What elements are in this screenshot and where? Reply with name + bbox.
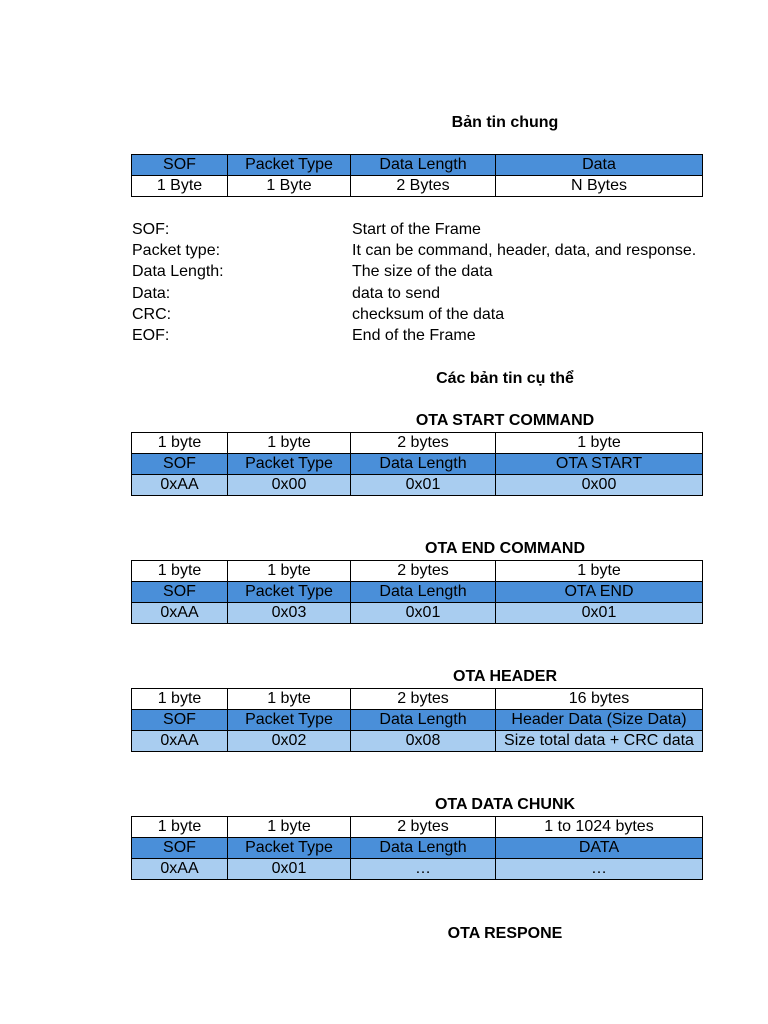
value-cell: … <box>351 859 496 880</box>
value-cell: 0xAA <box>132 859 228 880</box>
size-cell: 2 bytes <box>351 817 496 838</box>
general-title: Bản tin chung <box>451 114 559 131</box>
size-cell: 1 byte <box>228 689 351 710</box>
definition-term: EOF: <box>132 326 170 344</box>
size-cell: 1 byte <box>496 561 703 582</box>
value-cell: 0x02 <box>228 731 351 752</box>
header-cell: SOF <box>132 454 228 475</box>
value-cell: 0xAA <box>132 731 228 752</box>
definition-term: Data Length: <box>132 263 224 281</box>
size-cell: 1 to 1024 bytes <box>496 817 703 838</box>
response-title: OTA RESPONE <box>447 925 563 942</box>
size-cell: 2 Bytes <box>351 176 496 197</box>
packet-table-ota-start <box>131 432 703 496</box>
size-cell: 1 byte <box>228 433 351 454</box>
header-cell: Packet Type <box>228 710 351 731</box>
value-cell: 0x01 <box>351 475 496 496</box>
size-cell: 2 bytes <box>351 689 496 710</box>
value-cell: 0x08 <box>351 731 496 752</box>
value-cell: Size total data + CRC data <box>496 731 703 752</box>
header-cell: Packet Type <box>228 454 351 475</box>
header-cell: Packet Type <box>228 155 351 176</box>
header-cell: OTA END <box>496 582 703 603</box>
size-cell: 1 byte <box>132 817 228 838</box>
packet-title-ota-header: OTA HEADER <box>453 668 557 685</box>
header-cell: SOF <box>132 838 228 859</box>
definition-desc: End of the Frame <box>352 326 476 344</box>
specific-title: Các bản tin cụ thể <box>436 370 574 387</box>
header-cell: Header Data (Size Data) <box>496 710 703 731</box>
size-cell: 1 byte <box>496 433 703 454</box>
value-cell: 0x03 <box>228 603 351 624</box>
packet-table-ota-data-chunk <box>131 816 703 880</box>
size-cell: 2 bytes <box>351 561 496 582</box>
header-cell: DATA <box>496 838 703 859</box>
definition-desc: The size of the data <box>352 263 493 281</box>
general-frame-table <box>131 154 703 197</box>
packet-title-ota-end: OTA END COMMAND <box>425 540 585 557</box>
value-cell: 0xAA <box>132 475 228 496</box>
size-cell: 2 bytes <box>351 433 496 454</box>
packet-title-ota-start: OTA START COMMAND <box>415 412 595 429</box>
value-cell: 0x01 <box>351 603 496 624</box>
size-cell: 1 byte <box>228 561 351 582</box>
packet-title-ota-data-chunk: OTA DATA CHUNK <box>434 796 576 813</box>
definition-desc: checksum of the data <box>352 305 505 323</box>
header-cell: Data Length <box>351 155 496 176</box>
size-cell: 1 byte <box>132 689 228 710</box>
header-cell: Data Length <box>351 454 496 475</box>
value-cell: … <box>496 859 703 880</box>
header-cell: SOF <box>132 155 228 176</box>
header-cell: Data Length <box>351 582 496 603</box>
header-cell: Data Length <box>351 710 496 731</box>
header-cell: Data <box>496 155 703 176</box>
packet-table-ota-header <box>131 688 703 752</box>
header-cell: OTA START <box>496 454 703 475</box>
value-cell: 0x01 <box>228 859 351 880</box>
packet-table-ota-end <box>131 560 703 624</box>
header-cell: Packet Type <box>228 582 351 603</box>
size-cell: 1 byte <box>228 817 351 838</box>
header-cell: SOF <box>132 582 228 603</box>
size-cell: 1 byte <box>132 561 228 582</box>
size-cell: N Bytes <box>496 176 703 197</box>
definition-term: Data: <box>132 284 171 302</box>
size-cell: 16 bytes <box>496 689 703 710</box>
value-cell: 0x01 <box>496 603 703 624</box>
size-cell: 1 Byte <box>132 176 228 197</box>
value-cell: 0xAA <box>132 603 228 624</box>
header-cell: Data Length <box>351 838 496 859</box>
size-cell: 1 byte <box>132 433 228 454</box>
definition-term: Packet type: <box>132 242 221 260</box>
definition-desc: data to send <box>352 284 441 302</box>
value-cell: 0x00 <box>228 475 351 496</box>
header-cell: Packet Type <box>228 838 351 859</box>
definition-desc: Start of the Frame <box>352 221 481 238</box>
header-cell: SOF <box>132 710 228 731</box>
definition-term: SOF: <box>132 221 170 238</box>
size-cell: 1 Byte <box>228 176 351 197</box>
definition-desc: It can be command, header, data, and response. <box>352 242 697 260</box>
value-cell: 0x00 <box>496 475 703 496</box>
definition-term: CRC: <box>132 305 172 323</box>
